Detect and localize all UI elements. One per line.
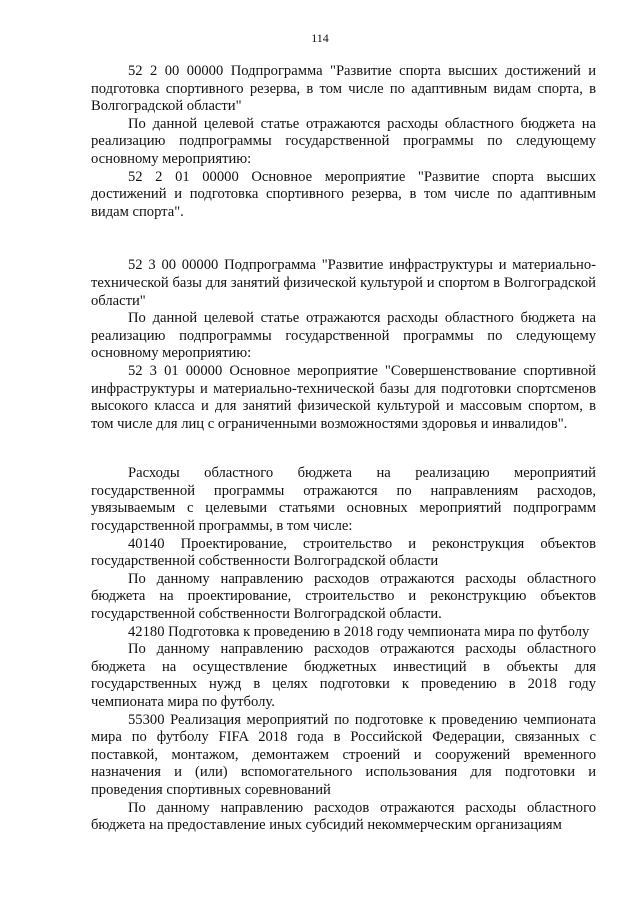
body-paragraph: По данному направлению расходов отражаются расходы областного бюджета на проектирование, строительство и реконструкцию объектов государственной собственности Волгоградской области. <box>91 570 596 623</box>
subprogram-52-3-heading: 52 3 00 00000 Подпрограмма "Развитие инфраструктуры и материально-технической базы для занятий физической культурой и спортом в Волгоградской области" <box>91 257 596 309</box>
expenses-intro-paragraph: Расходы областного бюджета на реализацию мероприятий государственной программы отражаются по направлениям расходов, увязываемым с целевыми статьями основных мероприятий подпрограмм государственной программы, в том числе: <box>91 465 596 535</box>
direction-40140-heading: 40140 Проектирование, строительство и реконструкция объектов государственной собственности Волгоградской области <box>91 535 596 570</box>
body-paragraph: По данной целевой статье отражаются расходы областного бюджета на реализацию подпрограммы государственной программы по следующему основному мероприятию: <box>91 115 596 167</box>
body-paragraph: По данной целевой статье отражаются расходы областного бюджета на реализацию подпрограммы государственной программы по следующему основному мероприятию: <box>91 310 596 362</box>
main-activity-52-2-01: 52 2 01 00000 Основное мероприятие "Развитие спорта высших достижений и подготовка спортивного резерва, в том числе по адаптивным видам спорта". <box>91 168 596 220</box>
document-body <box>91 63 596 835</box>
body-paragraph: По данному направлению расходов отражаются расходы областного бюджета на осуществление бюджетных инвестиций в объекты для государственных нужд в целях подготовки к проведению в 2018 году чемпионата мира по футболу. <box>91 641 596 710</box>
direction-42180-heading: 42180 Подготовка к проведению в 2018 году чемпионата мира по футболу <box>128 623 590 640</box>
main-activity-52-3-01: 52 3 01 00000 Основное мероприятие "Совершенствование спортивной инфраструктуры и материально-технической базы для подготовки спортсменов высокого класса и для занятий физической культурой и массовым спортом, в том числе для лиц с ограниченными возможностями здоровья и инвалидов". <box>91 362 596 432</box>
section-spacer <box>91 221 596 257</box>
direction-55300-heading: 55300 Реализация мероприятий по подготовке к проведению чемпионата мира по футболу FIFA 2018 года в Российской Федерации, связанных с поставкой, монтажом, демонтажем строений и сооружений временного назначения и (или) вспомогательного использования для подготовки и проведения спортивных соревнований <box>91 711 596 798</box>
subprogram-52-2-heading: 52 2 00 00000 Подпрограмма "Развитие спорта высших достижений и подготовка спортивного резерва, в том числе по адаптивным видам спорта, в Волгоградской области" <box>91 63 596 115</box>
page-number: 114 <box>311 31 329 45</box>
body-paragraph: По данному направлению расходов отражаются расходы областного бюджета на предоставление иных субсидий некоммерческим организациям <box>91 799 596 834</box>
section-spacer <box>91 433 596 465</box>
